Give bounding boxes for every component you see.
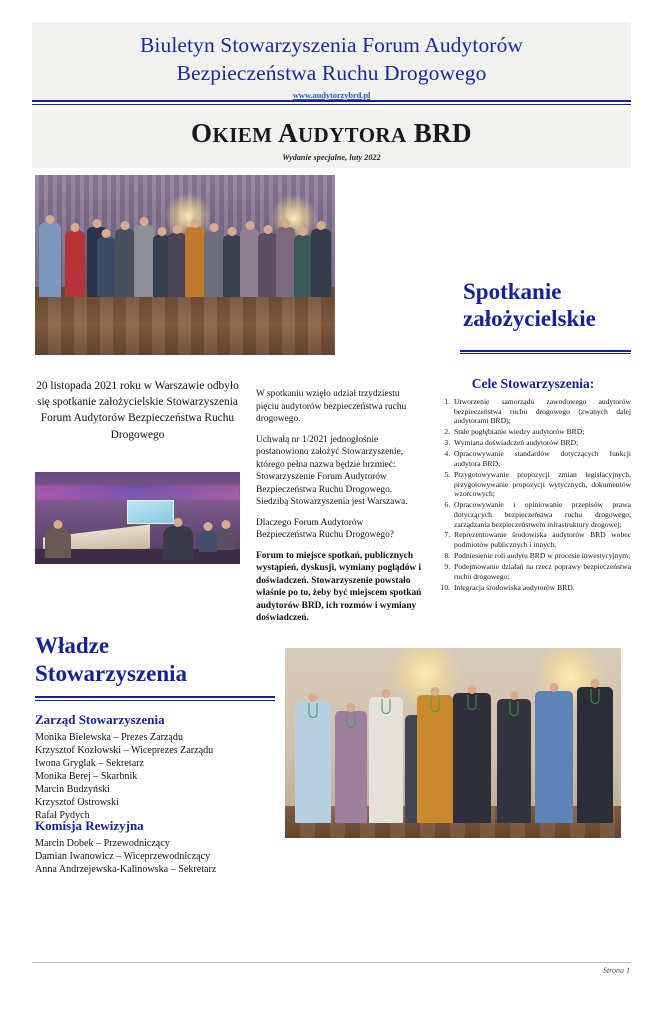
lanyard-icon	[431, 697, 440, 712]
goal-item: 5. Przygotowywanie propozycji zmian legislacyjnych, przygotowywanie propozycji wytycznych, dokumentów wzorcowych;	[452, 470, 631, 499]
person	[417, 695, 453, 823]
divider-top	[32, 100, 631, 105]
audit-committee-title: Komisja Rewizyjna	[35, 818, 144, 833]
goals-heading: Cele Stowarzyszenia:	[471, 376, 595, 391]
person	[223, 235, 241, 297]
board-member: Monika Bielewska – Prezes Zarządu	[35, 732, 183, 743]
audit-committee-member: Damian Iwanowicz – Wiceprzewodniczący	[35, 851, 211, 863]
photo-founding-meeting-group	[35, 175, 335, 355]
page-number: Strona 1	[602, 966, 630, 975]
audit-committee-block	[35, 818, 285, 876]
article-paragraph: Uchwałą nr 1/2021 jednogłośnie postanowiono założyć Stowarzyszenie, którego pełna nazwa będzie brzmieć: Stowarzyszenie Forum Audytorów Bezpieczeństwa Ruchu Drogowego. Siedzibą Stowarzyszenia jest Warszawa.	[256, 434, 408, 507]
audit-committee-member: Anna Andrzejewska-Kalinowska – Sekretarz	[35, 864, 217, 876]
person	[295, 701, 331, 823]
bulletin-title-line1: Biuletyn Stowarzyszenia Forum Audytorów	[139, 33, 524, 57]
person	[258, 233, 277, 297]
banner-title-o: O	[191, 118, 213, 148]
authorities-heading-line2: Stowarzyszenia	[35, 660, 188, 686]
banner-title-a: A	[278, 118, 298, 148]
person	[204, 231, 224, 297]
goal-item: 7. Reprezentowanie środowiska audytorów BRD wobec podmiotów publicznych i innych;	[452, 530, 631, 549]
person	[335, 711, 367, 823]
masthead	[32, 22, 631, 104]
goal-item: 9. Podejmowanie działań na rzecz poprawy bezpieczeństwa ruchu drogowego;	[452, 562, 631, 581]
photo-background	[35, 175, 335, 355]
hero-headline	[463, 278, 631, 332]
bulletin-title	[32, 32, 631, 87]
person	[163, 526, 193, 560]
banner-title-kiem: KIEM	[212, 123, 273, 147]
person	[311, 229, 331, 297]
goal-item: 8. Podniesienie roli audytu BRD w procesie inwestycyjnym;	[452, 551, 631, 561]
board-member: Krzysztof Ostrowski	[35, 797, 119, 809]
hero-headline-area	[335, 175, 631, 355]
hero-headline-line1: Spotkanie	[463, 279, 562, 304]
goal-item: 10. Integracja środowiska audytorów BRD.	[452, 583, 631, 593]
person	[217, 528, 235, 550]
banner	[32, 110, 631, 168]
lanyard-icon	[468, 695, 477, 710]
divider-under-hero	[460, 350, 631, 354]
lanyard-icon	[347, 713, 356, 728]
divider-footer	[32, 962, 631, 963]
person	[97, 237, 115, 297]
audit-committee-member-list	[35, 837, 285, 876]
board-member: Iwona Gryglak – Sekretarz	[35, 758, 145, 770]
article-paragraph: Forum to miejsce spotkań, publicznych wystąpień, dyskusji, wymiany poglądów i doświadczeń. Stowarzyszenie powstało właśnie po to, żeby być miejscem spotkań audytorów BRD, ich rozmów i wymiany doświadczeń.	[256, 550, 422, 623]
person	[168, 233, 186, 297]
authorities-heading	[35, 632, 275, 687]
crowd-figures	[285, 671, 621, 823]
article-lead: 20 listopada 2021 roku w Warszawie odbyło się spotkanie założycielskie Stowarzyszenia Forum Audytorów Bezpieczeństwa Ruchu Drogowego	[36, 380, 239, 441]
board-member: Rafał Pydych	[35, 810, 90, 822]
lanyard-icon	[510, 701, 519, 716]
person	[240, 229, 259, 297]
goals-list	[435, 397, 631, 592]
website-link[interactable]: www.audytorzybrd.pl	[292, 90, 371, 101]
person	[535, 691, 573, 823]
crowd-figures	[35, 193, 335, 297]
goal-item: 2. Stałe pogłębianie wiedzy audytorów BRD;	[452, 427, 631, 437]
article-paragraph: W spotkaniu wzięło udział trzydziestu pięciu audytorów bezpieczeństwa ruchu drogowego.	[256, 389, 407, 424]
person	[185, 227, 205, 297]
goals-section	[435, 376, 631, 594]
goal-item: 6. Opracowywanie i opiniowanie przepisów prawa dotyczących bezpieczeństwa ruchu drogowego, zarządzania bezpieczeństwem infrastruktury drogowej;	[452, 500, 631, 529]
goal-item: 3. Wymiana doświadczeń audytorów BRD;	[452, 438, 631, 448]
lanyard-icon	[591, 689, 600, 704]
banner-subtitle: Wydanie specjalne, luty 2022	[282, 153, 381, 162]
board-title: Zarząd Stowarzyszenia	[35, 712, 165, 727]
person	[497, 699, 531, 823]
board-member: Krzysztof Kozłowski – Wiceprezes Zarządu	[35, 745, 214, 757]
article-left-column	[35, 378, 240, 443]
article-middle-column	[256, 388, 422, 633]
goal-item: 4. Opracowywanie standardów dotyczących funkcji audytora BRD;	[452, 449, 631, 468]
divider-authorities	[35, 696, 275, 701]
banner-title	[32, 110, 631, 149]
bulletin-title-line2: Bezpieczeństwa Ruchu Drogowego	[176, 60, 487, 85]
article-paragraph: Dlaczego Forum Audytorów Bezpieczeństwa Ruchu Drogowego?	[256, 517, 394, 540]
board-member-list	[35, 731, 285, 822]
board-member: Monika Berej – Skarbnik	[35, 771, 138, 783]
person	[39, 223, 61, 297]
person	[134, 225, 154, 297]
projection-screen	[127, 500, 174, 524]
ceiling-light-glow	[35, 485, 240, 500]
lanyard-icon	[309, 703, 318, 718]
person	[45, 528, 71, 558]
person	[65, 231, 85, 297]
person	[294, 235, 312, 297]
photo-conference-room	[35, 472, 240, 564]
authorities-heading-line1: Władze	[35, 633, 110, 658]
board-block	[35, 712, 285, 822]
person	[115, 229, 135, 297]
lanyard-icon	[382, 699, 391, 714]
person	[453, 693, 491, 823]
goal-item: 1. Utworzenie samorządu zawodowego audytorów bezpieczeństwa ruchu drogowego (zwanych dalej audytorami BRD);	[452, 397, 631, 426]
person	[199, 530, 217, 552]
audit-committee-member: Marcin Dobek – Przewodniczący	[35, 838, 170, 849]
photo-board-members-group	[285, 648, 621, 838]
person	[369, 697, 403, 823]
person	[577, 687, 613, 823]
hero-headline-line2: założycielskie	[463, 306, 596, 332]
person	[276, 227, 295, 297]
banner-title-brd: BRD	[413, 118, 472, 148]
board-member: Marcin Budzyński	[35, 784, 110, 796]
banner-title-udytora: UDYTORA	[297, 123, 407, 147]
